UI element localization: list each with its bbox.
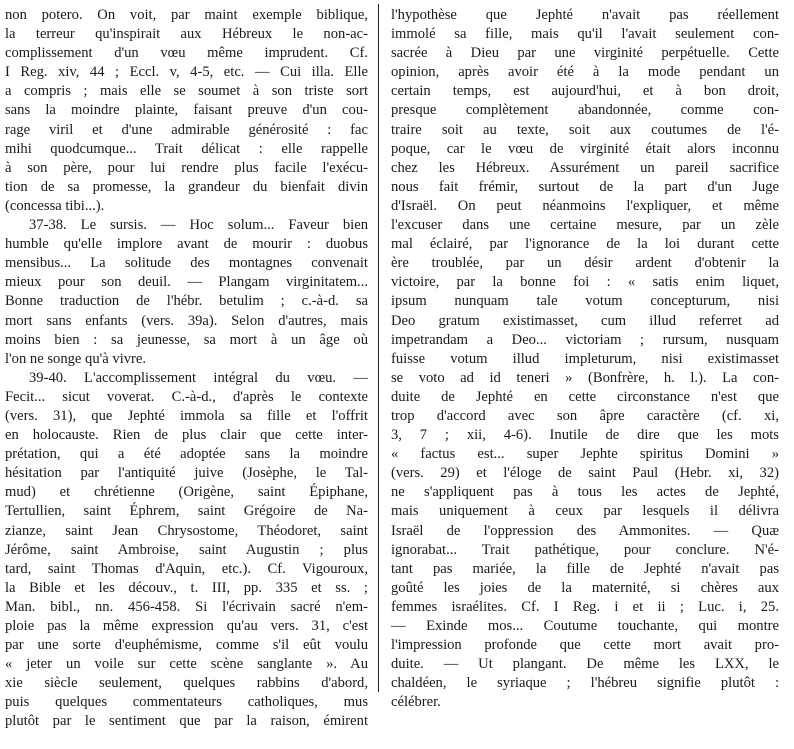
text-line: Deo gratum existimasset, cum illud referret ad xyxy=(391,312,779,329)
text-line: fuisse votum illud impleturum, nisi existimasset xyxy=(391,350,779,367)
text-line: tard, saint Thomas d'Aquin, etc.). Cf. Vigouroux, xyxy=(5,560,368,577)
text-line: victoire, par la bonne foi : « satis enim liquet, xyxy=(391,274,779,291)
text-line: a compris ; mais elle se soumet à son triste sort xyxy=(5,83,368,100)
text-line: sacrée à Dieu par une virginité perpétuelle. Cette xyxy=(391,45,779,62)
text-line: mihi quodcumque... Trait délicat : elle rappelle xyxy=(5,140,368,157)
text-line: plutôt par le sentiment que par la raison, émirent xyxy=(5,713,368,730)
text-line: opinion, après avoir été à la mode pendant un xyxy=(391,64,779,81)
text-line: chaldéen, le syriaque ; l'hébreu signifie plutôt : xyxy=(391,675,779,692)
column-divider xyxy=(378,4,379,692)
text-line: 3, 7 ; xii, 4-6). Inutile de dire que les mots xyxy=(391,427,779,444)
text-line: à son père, pour lui rendre plus facile l'exécu- xyxy=(5,159,368,176)
text-line: poque, car le vœu de virginité était alors inconnu xyxy=(391,140,779,157)
text-line: ère troublée, par un désir ardent d'obtenir la xyxy=(391,255,779,272)
text-line: — Exinde mos... Coutume touchante, qui montre xyxy=(391,618,779,634)
text-line: ignorabat... Trait pathétique, pour conclure. N'é- xyxy=(391,541,779,558)
text-line: sans la moindre plainte, faisant preuve d'un cou- xyxy=(5,102,368,119)
text-line: humble qu'elle implore avant de mourir : duobus xyxy=(5,236,368,253)
text-line: hésitation par l'antiquité juive (Josèphe, le Tal- xyxy=(5,465,368,482)
text-line: « jeter un voile sur cette scène sanglante ». Au xyxy=(5,656,368,673)
text-line: zianze, saint Jean Chrysostome, Théodoret, saint xyxy=(5,522,368,539)
text-line: ipsum nunquam tale votum concepturum, nisi xyxy=(391,293,779,310)
text-line: Israël de l'oppression des Ammonites. — Quæ xyxy=(391,522,779,539)
text-line: Man. bibl., nn. 456-458. Si l'écrivain sacré n'em- xyxy=(5,598,368,615)
text-line: ne s'appliquent pas à tous les actes de Jephté, xyxy=(391,484,779,501)
text-line: Tertullien, saint Éphrem, saint Grégoire de Na- xyxy=(5,503,368,520)
text-line: tion de sa promesse, la grandeur du bienfait divin xyxy=(5,178,368,195)
text-line: nous fait frémir, surtout de la part d'un Juge xyxy=(391,178,779,195)
text-line: complissement d'un vœu même imprudent. Cf. xyxy=(5,45,368,62)
text-line: xie siècle seulement, quelques rabbins d'abord, xyxy=(5,675,368,692)
text-line: presque complètement abandonnée, comme con- xyxy=(391,102,779,119)
text-line: la terreur qu'inspirait aux Hébreux le non-ac- xyxy=(5,26,368,43)
text-line: se voto ad id teneri » (Bonfrère, h. l.). La con- xyxy=(391,369,779,386)
text-line: prétation, qui a été adoptée sans la moindre xyxy=(5,446,368,463)
text-line: duite. — Ut plangant. De même les LXX, le xyxy=(391,656,779,673)
text-line: mort sans enfants (vers. 39a). Selon d'autres, mais xyxy=(5,312,368,329)
text-line: Bonne traduction de l'hébr. betulim ; c.-à-d. sa xyxy=(5,293,368,310)
text-line: célébrer. xyxy=(391,694,441,711)
text-line: mieux pour son deuil. — Plangam virginitatem... xyxy=(5,274,368,291)
text-line: (concessa tibi...). xyxy=(5,197,105,214)
text-line: immolé sa fille, mais qu'il l'avait seulement con- xyxy=(391,26,779,43)
text-line: l'excuser dans une certaine mesure, par un zèle xyxy=(391,217,779,234)
text-line: goûté les joies de la maternité, si chères aux xyxy=(391,579,779,596)
text-line: mais uniquement à ceux par lesquels il délivra xyxy=(391,503,779,520)
left-column xyxy=(5,6,368,732)
text-line: femmes israélites. Cf. I Reg. i et ii ; Luc. i, 25. xyxy=(391,598,779,615)
text-line: certain temps, est aujourd'hui, et à bon droit, xyxy=(391,83,779,100)
text-line: l'on ne songe qu'à vivre. xyxy=(5,350,147,367)
text-line: puis quelques commentateurs catholiques, mus xyxy=(5,694,368,711)
text-line: l'hypothèse que Jephté n'avait pas réellement xyxy=(391,7,779,23)
text-line: non potero. On voit, par maint exemple biblique, xyxy=(5,7,368,23)
text-line: Jérôme, saint Ambroise, saint Augustin ; plus xyxy=(5,541,368,558)
text-line: moins bien : sa jeunesse, sa mort à un âge où xyxy=(5,331,368,348)
text-line: « factus est... super Jephte spiritus Domini » xyxy=(391,446,779,463)
text-line: mensibus... La solitude des montagnes convenait xyxy=(5,255,368,272)
text-line: Fecit... sicut voverat. C.-à-d., d'après le contexte xyxy=(5,388,368,405)
text-line: par une sorte d'euphémisme, comme s'il eût voulu xyxy=(5,637,368,654)
text-line: tant pas mariée, la fille de Jephté n'avait pas xyxy=(391,560,779,577)
text-line: I Reg. xiv, 44 ; Eccl. v, 4-5, etc. — Cui illa. Elle xyxy=(5,64,368,81)
text-line: chez les Hébreux. Assurément un pareil sacrifice xyxy=(391,159,779,176)
text-line: mal éclairé, par l'ignorance de la loi durant cette xyxy=(391,236,779,253)
text-line: mud) et chrétienne (Origène, saint Épiphane, xyxy=(5,484,368,501)
text-line: traire soit au texte, soit aux coutumes de l'é- xyxy=(391,121,779,138)
right-column xyxy=(391,6,779,712)
text-line: 39-40. L'accomplissement intégral du vœu. — xyxy=(29,369,368,386)
text-line: en holocauste. Rien de plus clair que cette inter- xyxy=(5,427,368,444)
text-line: (vers. 31), que Jephté immola sa fille et l'offrit xyxy=(5,407,368,424)
text-line: (vers. 29) et l'éloge de saint Paul (Hebr. xi, 32) xyxy=(391,465,779,482)
text-line: la Bible et les découv., t. III, pp. 335 et ss. ; xyxy=(5,579,368,596)
text-line: ploie pas la même expression qu'au vers. 31, c'est xyxy=(5,618,368,634)
text-line: d'Israël. On peut néanmoins l'expliquer, et même xyxy=(391,197,779,214)
text-line: 37-38. Le sursis. — Hoc solum... Faveur bien xyxy=(29,217,368,234)
text-line: trop d'accord avec son âpre caractère (cf. xi, xyxy=(391,407,779,424)
text-line: rage viril et d'une admirable générosité : fac xyxy=(5,121,368,138)
text-line: duite de Jephté en cette circonstance n'est que xyxy=(391,388,779,405)
text-line: l'impression profonde que cette mort avait pro- xyxy=(391,637,779,654)
text-line: impetrandam a Deo... victoriam ; rursum, nusquam xyxy=(391,331,779,348)
